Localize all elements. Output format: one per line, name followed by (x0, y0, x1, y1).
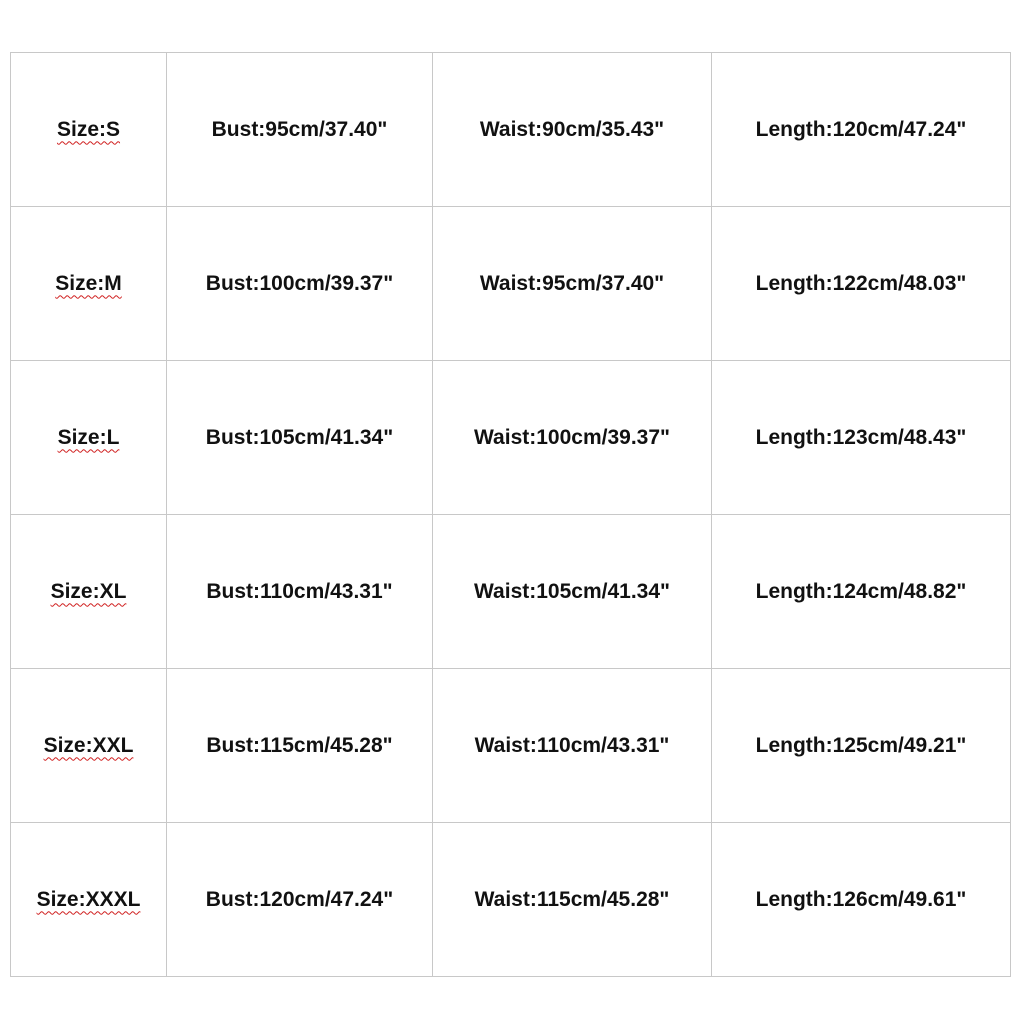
size-chart-table (10, 52, 1011, 977)
waist-cell: Waist:90cm/35.43" (433, 53, 712, 207)
size-label: Size:S (56, 117, 121, 141)
table-row (11, 207, 1011, 361)
size-label: Size:L (57, 425, 120, 449)
size-label: Size:XL (50, 579, 127, 603)
table-row (11, 515, 1011, 669)
waist-cell: Waist:105cm/41.34" (433, 515, 712, 669)
length-cell: Length:124cm/48.82" (712, 515, 1011, 669)
length-cell: Length:125cm/49.21" (712, 669, 1011, 823)
bust-cell: Bust:110cm/43.31" (167, 515, 433, 669)
bust-cell: Bust:100cm/39.37" (167, 207, 433, 361)
waist-cell: Waist:95cm/37.40" (433, 207, 712, 361)
waist-cell: Waist:115cm/45.28" (433, 823, 712, 977)
size-cell (11, 515, 167, 669)
waist-cell: Waist:100cm/39.37" (433, 361, 712, 515)
length-cell: Length:126cm/49.61" (712, 823, 1011, 977)
table-row (11, 669, 1011, 823)
bust-cell: Bust:115cm/45.28" (167, 669, 433, 823)
table-row (11, 823, 1011, 977)
bust-cell: Bust:105cm/41.34" (167, 361, 433, 515)
length-cell: Length:123cm/48.43" (712, 361, 1011, 515)
size-cell (11, 361, 167, 515)
bust-cell: Bust:120cm/47.24" (167, 823, 433, 977)
table-row (11, 53, 1011, 207)
size-label: Size:XXL (43, 733, 134, 757)
length-cell: Length:120cm/47.24" (712, 53, 1011, 207)
size-cell (11, 207, 167, 361)
size-cell (11, 53, 167, 207)
size-label: Size:M (55, 271, 122, 295)
size-cell (11, 823, 167, 977)
waist-cell: Waist:110cm/43.31" (433, 669, 712, 823)
bust-cell: Bust:95cm/37.40" (167, 53, 433, 207)
size-cell (11, 669, 167, 823)
size-label: Size:XXXL (36, 887, 141, 911)
length-cell: Length:122cm/48.03" (712, 207, 1011, 361)
table-row (11, 361, 1011, 515)
